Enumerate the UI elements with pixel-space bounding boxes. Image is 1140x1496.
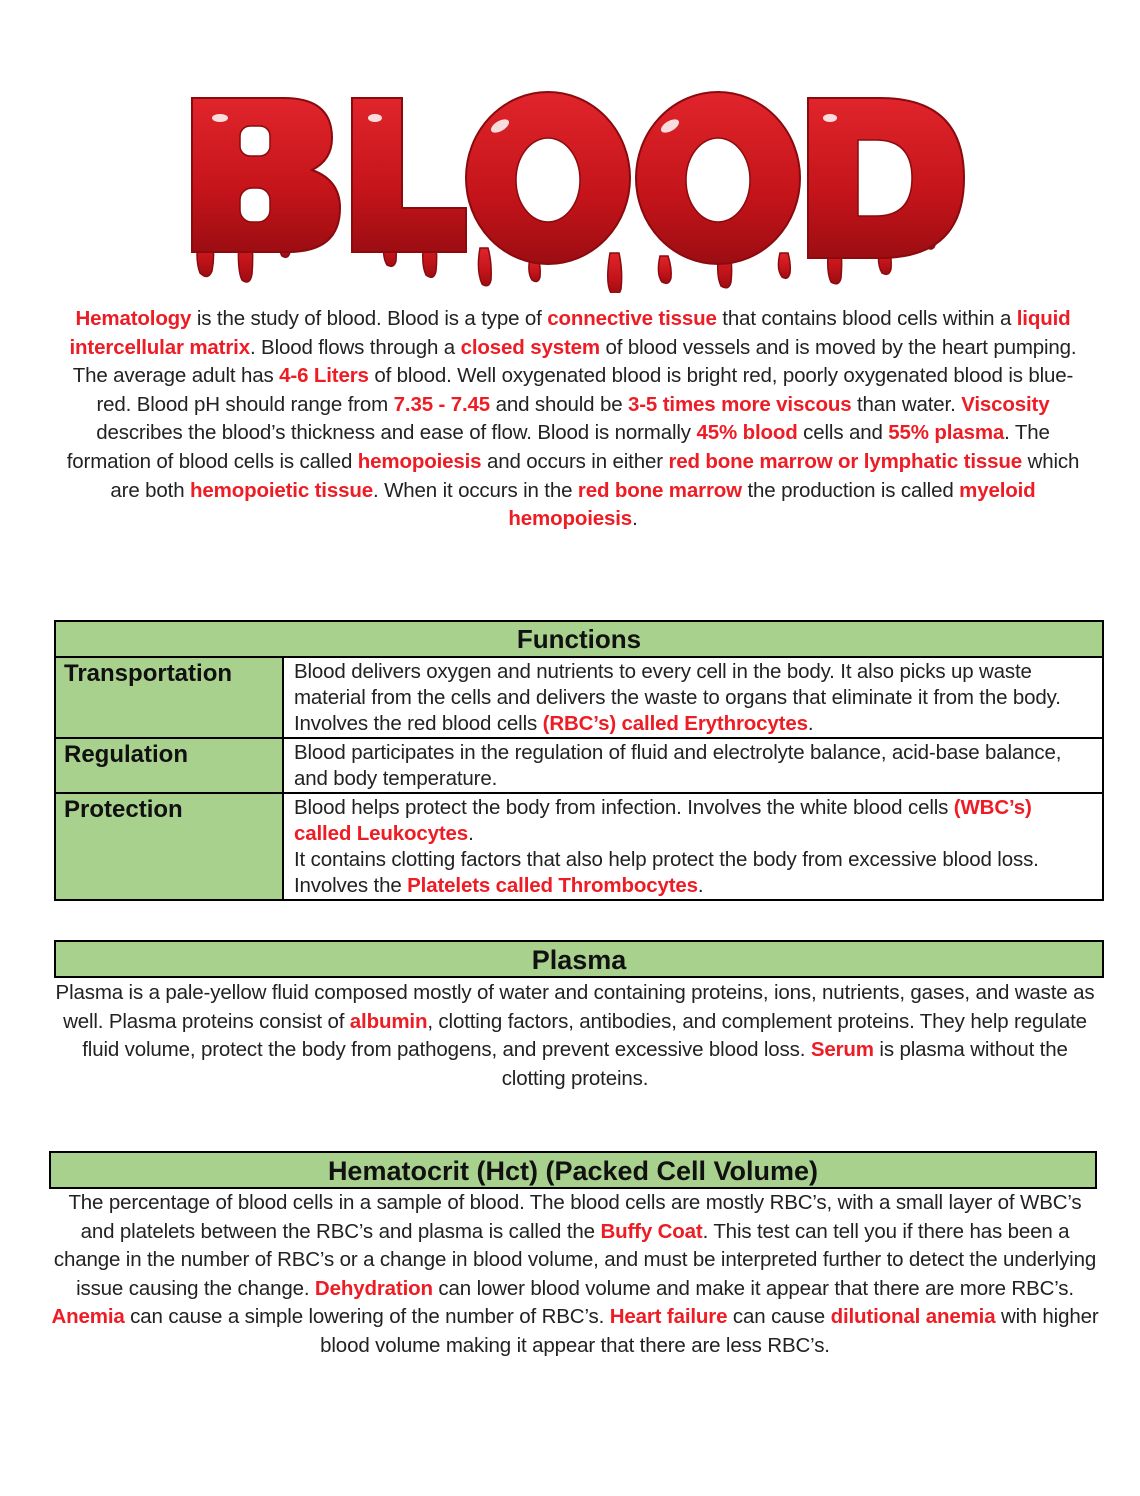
plasma-paragraph: [52, 979, 1098, 1093]
body-text: describes the blood’s thickness and ease of flow. Blood is normally: [96, 421, 697, 445]
hematocrit-header: Hematocrit (Hct) (Packed Cell Volume): [49, 1151, 1097, 1189]
function-label-transportation: Transportation: [55, 657, 283, 738]
highlighted-term: closed system: [460, 335, 600, 359]
body-text: which are both: [110, 449, 1080, 502]
highlighted-term: Dehydration: [314, 1276, 433, 1300]
body-text: can lower blood volume and make it appear that there are more RBC’s.: [432, 1276, 1074, 1300]
highlighted-term: 3-5 times more viscous: [628, 392, 852, 416]
body-text: , clotting factors, antibodies, and complement proteins. They help regulate fluid volume, protect the body from pathogens, and prevent excessive blood loss.: [82, 1009, 1087, 1062]
highlighted-term: Anemia: [51, 1305, 125, 1329]
highlighted-term: red bone marrow: [577, 478, 742, 502]
highlighted-term: Buffy Coat: [600, 1219, 703, 1243]
highlighted-term: Platelets called Thrombocytes: [407, 874, 698, 897]
body-text: of blood vessels and is moved by the heart pumping. The average adult has: [72, 335, 1077, 388]
body-text: It contains clotting factors that also help protect the body from excessive blood loss. Involves the: [294, 848, 1039, 897]
body-text: . The formation of blood cells is called: [66, 421, 1050, 473]
highlighted-term: albumin: [349, 1009, 428, 1033]
highlighted-term: (RBC’s) called Erythrocytes: [542, 712, 808, 735]
function-desc-regulation: [283, 738, 1103, 793]
hematocrit-paragraph: [50, 1189, 1100, 1361]
highlighted-term: dilutional anemia: [830, 1305, 996, 1329]
highlighted-term: 7.35 - 7.45: [393, 392, 491, 416]
plasma-header: Plasma: [54, 940, 1104, 978]
body-text: cells and: [797, 421, 889, 445]
table-row: [55, 657, 1103, 738]
body-text: The percentage of blood cells in a sample of blood. The blood cells are mostly RBC’s, with a small layer of WBC’s and platelets between the RBC’s and plasma is called the: [68, 1191, 1082, 1243]
body-text: Blood delivers oxygen and nutrients to every cell in the body. It also picks up waste material from the cells and delivers the waste to organs that eliminate it from the body. Involves the red blood cells: [294, 660, 1061, 735]
body-text: than water.: [851, 392, 962, 416]
body-text: the production is called: [741, 478, 960, 502]
function-label-protection: Protection: [55, 793, 283, 900]
functions-header: Functions: [55, 621, 1103, 657]
functions-table: [54, 620, 1104, 901]
function-label-regulation: Regulation: [55, 738, 283, 793]
highlighted-term: liquid intercellular matrix: [69, 307, 1071, 359]
highlighted-term: Viscosity: [961, 392, 1050, 416]
highlighted-term: (WBC’s) called Leukocytes: [294, 796, 1032, 845]
body-text: is plasma without the clotting proteins.: [501, 1038, 1068, 1090]
table-row: [55, 738, 1103, 793]
body-text: . When it occurs in the: [372, 478, 578, 502]
body-text: Blood helps protect the body from infection. Involves the white blood cells: [294, 796, 954, 819]
table-row: [55, 793, 1103, 900]
body-text: and occurs in either: [481, 449, 669, 473]
body-text: Blood participates in the regulation of fluid and electrolyte balance, acid-base balance, and body temperature.: [294, 741, 1062, 790]
highlighted-term: Heart failure: [609, 1305, 728, 1329]
body-text: . This test can tell you if there has been a change in the number of RBC’s or a change in blood volume, and must be interpreted further to detect the underlying issue causing the change.: [53, 1219, 1097, 1300]
body-text: .: [697, 874, 704, 897]
blood-title-logo: [180, 78, 970, 293]
highlighted-term: connective tissue: [547, 307, 717, 330]
body-text: with higher blood volume making it appear that there are less RBC’s.: [320, 1305, 1099, 1357]
highlighted-term: hemopoietic tissue: [190, 478, 373, 502]
body-text: is the study of blood. Blood is a type of: [191, 307, 548, 330]
intro-paragraph: [58, 305, 1088, 534]
body-text: .: [468, 822, 474, 845]
body-text: . Blood flows through a: [249, 335, 461, 359]
highlighted-term: 45% blood: [696, 421, 798, 445]
body-text: can cause: [727, 1305, 831, 1329]
body-text: that contains blood cells within a: [716, 307, 1017, 330]
body-text: .: [807, 712, 814, 735]
highlighted-term: myeloid hemopoiesis: [508, 478, 1036, 531]
highlighted-term: 55% plasma: [888, 421, 1005, 445]
function-desc-protection: [283, 793, 1103, 900]
highlighted-term: hemopoiesis: [357, 449, 482, 473]
highlighted-term: Serum: [810, 1038, 874, 1062]
body-text: Plasma is a pale-yellow fluid composed mostly of water and containing proteins, ions, nutrients, gases, and waste as well. Plasma proteins consist of: [55, 981, 1095, 1033]
body-text: can cause a simple lowering of the number of RBC’s.: [124, 1305, 610, 1329]
body-text: .: [632, 507, 638, 531]
function-desc-transportation: [283, 657, 1103, 738]
highlighted-term: Hematology: [75, 307, 192, 330]
body-text: and should be: [490, 392, 628, 416]
body-text: of blood. Well oxygenated blood is bright red, poorly oxygenated blood is blue-red. Blood pH should range from: [96, 364, 1074, 416]
blood-title-art: [180, 78, 970, 293]
highlighted-term: red bone marrow or lymphatic tissue: [668, 449, 1023, 473]
functions-header-row: [55, 621, 1103, 657]
highlighted-term: 4-6 Liters: [279, 364, 369, 388]
